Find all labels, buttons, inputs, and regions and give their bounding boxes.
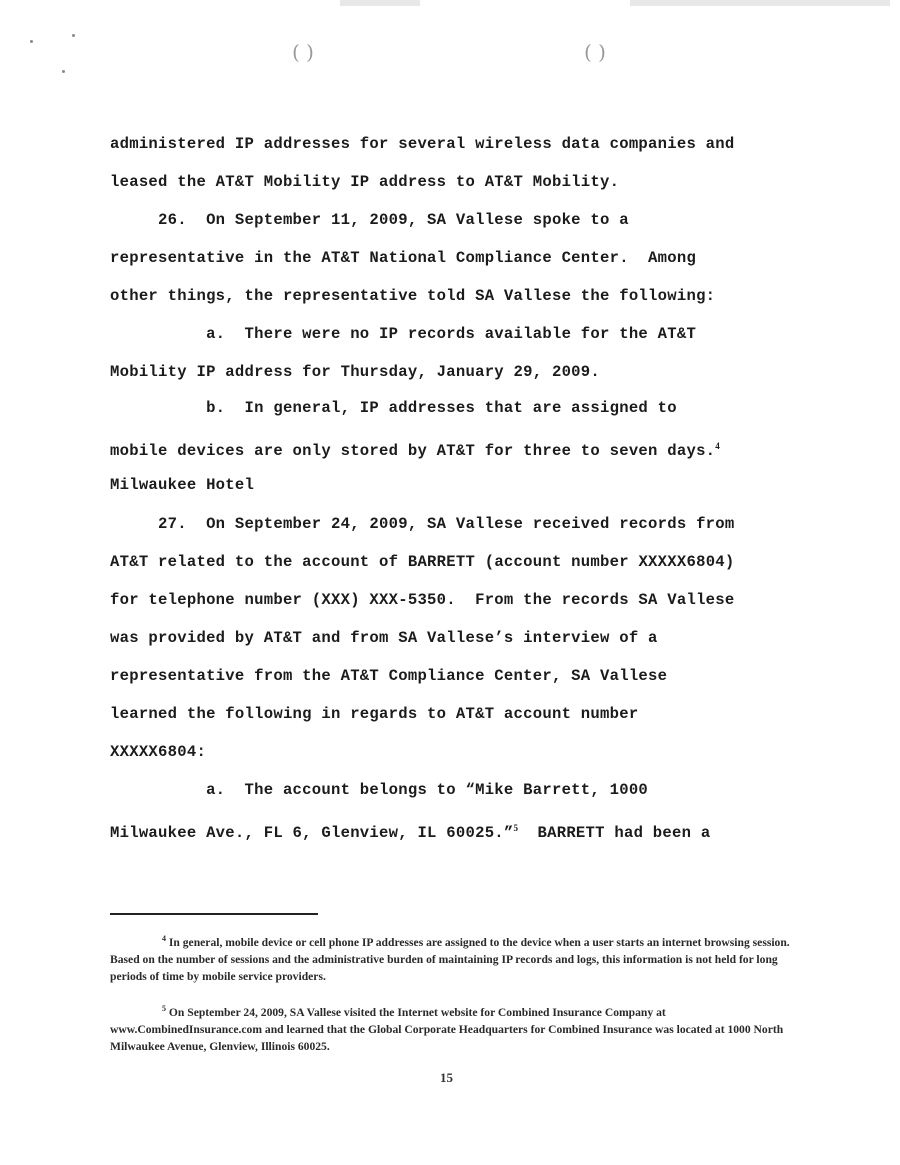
text-line: administered IP addresses for several wireless data companies and bbox=[110, 135, 735, 153]
text-line: b. In general, IP addresses that are assigned to bbox=[110, 399, 677, 417]
text-span: mobile devices are only stored by AT&T for three to seven days. bbox=[110, 442, 716, 461]
footnote-4 bbox=[110, 930, 800, 985]
footnote-ref: 5 bbox=[513, 823, 519, 833]
text-line: for telephone number (XXX) XXX-5350. From the records SA Vallese bbox=[110, 591, 735, 609]
text-line: a. There were no IP records available for the AT&T bbox=[110, 325, 697, 343]
footnote-divider bbox=[110, 913, 318, 915]
text-span: (account number XXXXX6804) bbox=[475, 553, 735, 571]
text-line: other things, the representative told SA Vallese the following: bbox=[110, 287, 716, 305]
name-bold: BARRETT bbox=[407, 553, 476, 571]
footnote-5 bbox=[110, 1000, 800, 1055]
text-line: was provided by AT&T and from SA Vallese’s interview of a bbox=[110, 629, 658, 647]
text-line: a. The account belongs to “Mike Barrett, 1000 bbox=[110, 781, 649, 799]
text-span: AT&T related to the account of bbox=[110, 553, 408, 571]
footnote-text: In general, mobile device or cell phone IP addresses are assigned to the device when a user starts an internet browsing session. Based on the number of sessions and the administrative burden of maintaining IP records and logs, this information is not held for long periods of time by mobile service providers. bbox=[110, 935, 790, 983]
scan-speck bbox=[62, 70, 65, 73]
text-line: representative from the AT&T Compliance Center, SA Vallese bbox=[110, 667, 668, 685]
scan-speck bbox=[72, 34, 75, 37]
footnote-text: On September 24, 2009, SA Vallese visited the Internet website for Combined Insurance Company at www.CombinedInsurance.com and learned that the Global Corporate Headquarters for Combined Insurance was located at 1000 North Milwaukee Avenue, Glenview, Illinois 60025. bbox=[110, 1005, 784, 1053]
name-bold: BARRETT bbox=[537, 824, 605, 843]
footnote-number: 4 bbox=[162, 934, 166, 943]
footnote-paragraph bbox=[110, 930, 800, 985]
text-line bbox=[110, 552, 735, 572]
text-line: leased the AT&T Mobility IP address to AT&T Mobility. bbox=[110, 173, 620, 191]
page-number: 15 bbox=[440, 1070, 453, 1085]
text-line: representative in the AT&T National Compliance Center. Among bbox=[110, 249, 697, 267]
scan-smudge bbox=[630, 0, 890, 6]
scan-speck bbox=[30, 40, 33, 43]
footnote-paragraph bbox=[110, 1000, 800, 1055]
text-span: had been a bbox=[604, 824, 711, 843]
text-line: XXXXX6804: bbox=[110, 743, 207, 761]
text-span bbox=[518, 824, 537, 842]
text-line bbox=[110, 818, 710, 843]
footnote-ref: 4 bbox=[715, 441, 721, 451]
text-line: Mobility IP address for Thursday, January 29, 2009. bbox=[110, 363, 600, 381]
section-heading: Milwaukee Hotel bbox=[110, 476, 255, 494]
text-span: Milwaukee Ave., FL 6, Glenview, IL 60025.” bbox=[110, 824, 514, 843]
punch-hole-mark: ( ) bbox=[292, 40, 314, 64]
punch-hole-mark: ( ) bbox=[584, 40, 606, 64]
text-line: 26. On September 11, 2009, SA Vallese spoke to a bbox=[110, 211, 629, 229]
scan-smudge bbox=[340, 0, 420, 6]
text-line: 27. On September 24, 2009, SA Vallese received records from bbox=[110, 515, 735, 533]
footnote-number: 5 bbox=[162, 1004, 166, 1013]
text-line: learned the following in regards to AT&T account number bbox=[110, 705, 639, 723]
text-line-with-footnote bbox=[110, 436, 720, 461]
